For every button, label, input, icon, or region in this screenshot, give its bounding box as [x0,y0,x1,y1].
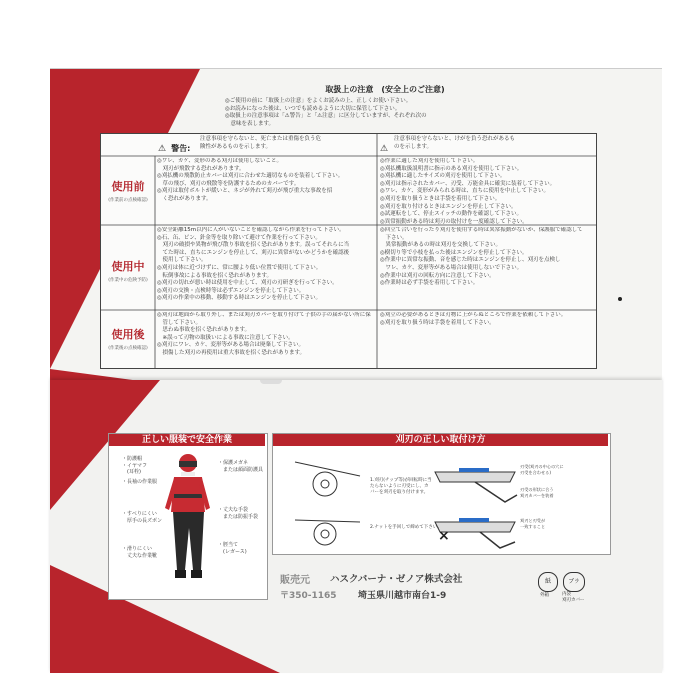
table-line: ◎刈刃を取り扱う時は手袋を着用して下さい。 [380,319,495,326]
seller-label: 販売元 [280,575,310,586]
clothing-label: ・丈夫な手袋 [218,507,249,513]
table-line: 損傷した刈刃の再使用は重大事故を招く恐れがあります。 [157,349,306,356]
row-label-after: 使用後 (作業後の点検確認) [108,328,148,351]
table-line: ◎刈刃は体に近づけずに、常に腰より低い位置で使用して下さい。 [157,264,322,271]
mounting-step2: 2.ナットを手回しで締めて下さい。 [370,525,442,530]
postal-code: 〒350-1165 [280,591,337,601]
clothing-label: ・すべりにくい [122,511,157,517]
clothing-label: ・防護帽 [122,456,143,462]
notice-line: ◎取扱上の注意事項は「⚠警告」と「⚠注意」に区分していますが、それぞれ次の [225,113,427,120]
mounting-step1: 1.刈刃(チップ等)が回転時に当たらないように刃受にし、カバーを刈刃を取り付けます。 [370,478,432,495]
incorrect-x-mark: × [438,528,450,544]
row-label-during: 使用中 (作業中の危険予防) [108,260,148,283]
table-line: ◎刈刃にワレ、カケ、変形等がある場合は廃棄して下さい。 [157,342,304,349]
table-line: ◎刈立の必要があるときは刃物に上がらぬところで作業を依頼して下さい。 [380,312,567,318]
notice-block [225,84,545,128]
clothing-label: ・長袖の作業服 [122,478,158,485]
table-line: ◎刈刃の切れが悪い時は使用を中止して、刈刃の刃研ぎを行って下さい。 [157,280,338,287]
mounting-note: 刃受を合わせる) [520,469,551,475]
table-line: ◎ワレ、カケ、変形がみられる時は、直ちに使用を中止して下さい。 [380,188,549,195]
recycle-caption: 外箱 [540,593,549,598]
table-line: ◎刈刃を取り扱うときは手袋を着用して下さい。 [380,195,501,202]
table-line: く恐れがあります。 [157,195,212,202]
table-line: 使用して下さい。 [157,257,207,264]
table-line: ワレ、カケ、変形等がある場合は使用しないで下さい。 [380,264,523,271]
table-line: ◎刈払機の飛散防止カバーは刈刃に合わせた適切なものを装着して下さい。 [157,173,344,180]
clothing-label: 丈夫な作業靴 [122,552,158,559]
mounting-note: 一致すること [520,523,546,529]
punch-hole [618,297,622,301]
worker-figure [160,450,220,595]
table-line: 刈刃が飛散する恐れがあります。 [157,165,245,172]
warning-cell-before [157,158,375,224]
warning-cell-during [157,227,375,309]
flap-tab [260,380,282,384]
mounting-note: 刃受の形状に合う [520,487,554,493]
table-line: 下さい。 [380,234,408,241]
plastic-recycle-icon: プラ [563,572,585,592]
table-line: ◎作業中は刈刃の回転方向に注意して下さい。 [380,272,495,279]
warning-desc: 注意事項を守らないと、死亡または重傷を負う危 [200,136,322,142]
table-line: ◎刈刃の作業中の移動、移動する時はエンジンを停止して下さい。 [157,295,322,302]
table-line: 管して下さい。 [157,319,202,326]
clothing-label: (耳栓) [122,469,141,475]
clothing-label: または防振手袋 [218,513,259,520]
clothing-label: ・脛当て [218,542,239,548]
warning-desc: 険性があるものを示します。 [200,143,272,150]
company-address: 埼玉県川越市南台1-9 [358,591,447,601]
caution-cell-during [380,227,592,309]
table-line: 刈刃の破損や異物が飛び散り事故を招く恐れがあります。誤ってそれらに当 [157,242,350,249]
table-line: ◎ワレ、カケ、変形のある刈刃は使用しないこと。 [157,158,282,164]
table-line: ◎刈払機に適したサイズの刈刃を使用して下さい。 [380,173,506,180]
table-line: ◎安全距離15m以内に人がいないことを確認しながら作業を行って下さい。 [157,227,345,233]
table-line: ◎刈刃の交換・点検時等は必ずエンジンを停止して下さい。 [157,287,305,294]
company-name: ハスクバーナ・ゼノア株式会社 [330,574,463,585]
table-line: ◎作業時は必ず手袋を着用して下さい。 [380,280,479,287]
clothing-label: ・滑りにくい [122,546,153,552]
row-label-before: 使用前 (作業前の点検確認) [108,180,148,203]
warning-header: 警告: [171,144,191,153]
mounting-note: 刃受(刈刃の中心の穴に [520,464,564,469]
table-line: ◎刈刃は指示されたカバー、刃受、万能金具に確実に装着して下さい。 [380,180,556,187]
table-line: ◎石、缶、ビン、針金等を取り除いて避けて作業を行って下さい。 [157,234,321,241]
clothing-label: または顔面防護具 [218,466,264,473]
clothing-label: ・保護メガネ [218,460,249,466]
notice-line: ◎ご使用の前に「取扱上の注意」をよくお読みの上、正しくお使い下さい。 [225,98,412,104]
table-line: ◎刈刃は取付ボルトが緩いと、ネジが外れて刈刃が飛び重大な事故を招 [157,188,333,195]
caution-desc: のを示します。 [394,143,433,150]
recycle-caption: 内袋 刈刃カバー [562,592,585,603]
table-line: てた時は、直ちにエンジンを停止して、刈刃に異常がないかどうかを確認後 [157,249,350,256]
table-line: 異常振動があるの時は刈刃を交換して下さい。 [380,242,502,249]
table-line: 転倒事故による事故を招く恐れがあります。 [157,272,273,279]
table-line: ◎刈払機取扱説明書に指示のある刈刃を使用して下さい。 [380,165,523,172]
clothing-label: 厚手の長ズボン [122,517,163,524]
table-line: ◎刈刃を取り付けるときはエンジンを停止して下さい。 [380,203,517,210]
table-line: 思わぬ事故を招く恐れがあります。 [157,327,251,334]
notice-line: ◎お読みになった後は、いつでも読めるように大切に保管して下さい。 [225,105,401,112]
table-line: ◎試運転をして、停止スイッチの動作を確認して下さい。 [380,211,522,218]
caution-desc: 注意事項を守らないと、けがを負う恐れがあるも [394,136,516,142]
caution-triangle-icon: ⚠ [380,144,389,154]
table-line: ◎異常振動がある時は刈刃の取付けを一度確認して下さい。 [380,218,528,224]
warning-cell-after [157,312,375,366]
table-line: 草の飛び、刈刃の飛散等を防護するためのカバーです。 [157,180,300,187]
mounting-note: 刈刃と刃受が [520,518,546,524]
table-line: ◎樹切り等で小枝を払った後はエンジンを停止して下さい。 [380,249,528,256]
table-line: ◎作業に適した刈刃を使用して下さい。 [380,158,479,164]
notice-line: 意味を表します。 [225,120,275,127]
clothing-title: 正しい服装で安全作業 [109,434,265,446]
table-line: ◎回立て合いを行ったり刈刃を使用する時は異常振動がないか、保護服で確認して [380,227,583,233]
clothing-label: ・イヤマフ [122,462,148,469]
warning-triangle-icon: ⚠ [158,144,167,154]
mounting-note: 刈刃カバーを装着 [520,492,554,498]
table-line: ◎作業中に異常な振動、音を感じた時はエンジンを停止し、刈刃を点検し [380,257,561,264]
paper-recycle-icon: 紙 [538,572,558,592]
table-line: ※誤って刃物の取扱いによる事故に注意して下さい。 [157,334,294,341]
mounting-title: 刈刃の正しい取付け方 [273,434,608,446]
caution-cell-after [380,312,592,366]
caution-cell-before [380,158,592,224]
clothing-label: (レガース) [218,548,247,555]
notice-title: 取扱上の注意 (安全上のご注意) [325,85,445,94]
table-line: ◎刈刃は地面から取り外し、または刈刃カバーを取り付けて子供の手の届かない所に保 [157,312,371,318]
